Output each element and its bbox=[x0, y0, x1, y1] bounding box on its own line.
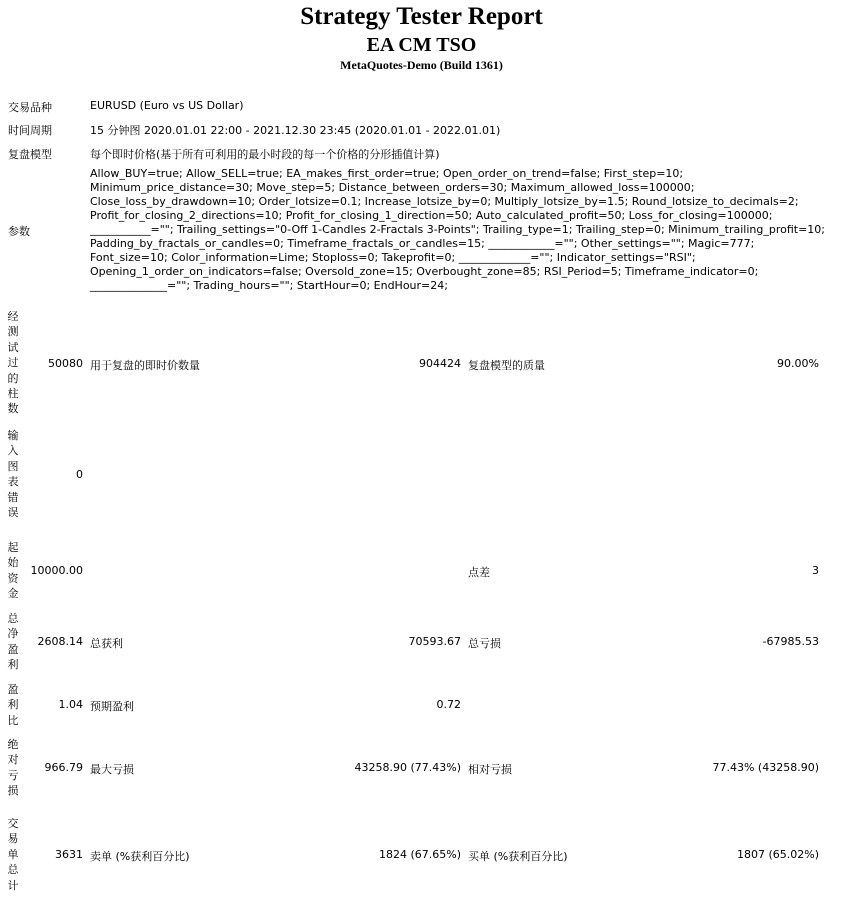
bars-label: 经测试过的柱数 bbox=[7, 310, 19, 416]
report-title: Strategy Tester Report bbox=[300, 3, 543, 30]
ticks-label: 用于复盘的即时价数量 bbox=[90, 359, 200, 372]
deposit-label: 起始资金 bbox=[7, 541, 19, 601]
long-positions-label: 买单 (%获利百分比) bbox=[468, 850, 568, 863]
spread-label: 点差 bbox=[468, 566, 490, 579]
spread-value: 3 bbox=[812, 564, 819, 577]
quality-value: 90.00% bbox=[777, 357, 819, 370]
gross-profit-value: 70593.67 bbox=[408, 635, 461, 648]
bars-value: 50080 bbox=[48, 357, 83, 370]
profit-factor-label: 盈利比 bbox=[7, 683, 19, 727]
errors-label: 输入图表错误 bbox=[7, 429, 19, 520]
errors-value: 0 bbox=[76, 468, 83, 481]
gross-loss-value: -67985.53 bbox=[762, 635, 819, 648]
model-label: 复盘模型 bbox=[8, 148, 52, 161]
profit-factor-value: 1.04 bbox=[58, 698, 83, 711]
ticks-value: 904424 bbox=[419, 357, 461, 370]
server-build: MetaQuotes-Demo (Build 1361) bbox=[340, 58, 503, 72]
maximal-drawdown-label: 最大亏损 bbox=[90, 763, 134, 776]
relative-drawdown-label: 相对亏损 bbox=[468, 763, 512, 776]
symbol-value: EURUSD (Euro vs US Dollar) bbox=[90, 99, 244, 112]
net-profit-value: 2608.14 bbox=[37, 635, 83, 648]
absolute-drawdown-value: 966.79 bbox=[44, 761, 83, 774]
total-trades-value: 3631 bbox=[55, 848, 83, 861]
gross-profit-label: 总获利 bbox=[90, 637, 123, 650]
short-positions-label: 卖单 (%获利百分比) bbox=[90, 850, 190, 863]
gross-loss-label: 总亏损 bbox=[468, 637, 501, 650]
long-positions-value: 1807 (65.02%) bbox=[736, 848, 819, 861]
symbol-label: 交易品种 bbox=[8, 101, 52, 114]
period-value: 15 分钟图 2020.01.01 22:00 - 2021.12.30 23:45 (2020.01.01 - 2022.01.01) bbox=[90, 124, 501, 137]
relative-drawdown-value: 77.43% (43258.90) bbox=[712, 761, 819, 774]
params-value: Allow_BUY=true; Allow_SELL=true; EA_makes_first_order=true; Open_order_on_trend=false; First_step=10; Minimum_price_distance=30; Move_step=5; Distance_between_orders=30; Maximum_allowed_loss=100000; Close_loss_by_drawdown=10; Order_lotsize=0.1; Increase_lotsize_by=0; Multiply_lotsize_by=1.5; Round_lotsize_to_decimals=2; Profit_for_closing_2_directions=10; Profit_for_closing_1_direction=50; Auto_calculated_profit=50; Loss_for_closing=100000; ___________=""; Trailing_settings="0-Off 1-Candles 2-Fractals 3-Points"; Trailing_type=1; Trailing_step=0; Minimum_trailing_profit=10; Padding_by_fractals_or_candles=0; Timeframe_fractals_or_candles=15; ____________=""; Other_settings=""; Magic=777; Font_size=10; Color_information=Lime; Stoploss=0; Takeprofit=0; _____________=""; Indicator_settings="RSI"; Opening_1_order_on_indicators=false; Oversold_zone=15; Overbought_zone=85; RSI_Period=5; Timeframe_indicator=0; ______________=""; Trading_hours=""; StartHour=0; EndHour=24; bbox=[90, 167, 825, 292]
params-label: 参数 bbox=[8, 225, 30, 238]
total-trades-label: 交易单总计 bbox=[7, 817, 19, 892]
model-value: 每个即时价格(基于所有可利用的最小时段的每一个价格的分形插值计算) bbox=[90, 148, 440, 161]
deposit-value: 10000.00 bbox=[30, 564, 83, 577]
short-positions-value: 1824 (67.65%) bbox=[378, 848, 461, 861]
period-label: 时间周期 bbox=[8, 124, 52, 137]
maximal-drawdown-value: 43258.90 (77.43%) bbox=[354, 761, 461, 774]
absolute-drawdown-label: 绝对亏损 bbox=[7, 738, 19, 798]
expert-name: EA CM TSO bbox=[366, 34, 477, 56]
expected-payoff-value: 0.72 bbox=[436, 698, 461, 711]
net-profit-label: 总净盈利 bbox=[7, 612, 19, 672]
expected-payoff-label: 预期盈利 bbox=[90, 700, 134, 713]
quality-label: 复盘模型的质量 bbox=[468, 359, 545, 372]
